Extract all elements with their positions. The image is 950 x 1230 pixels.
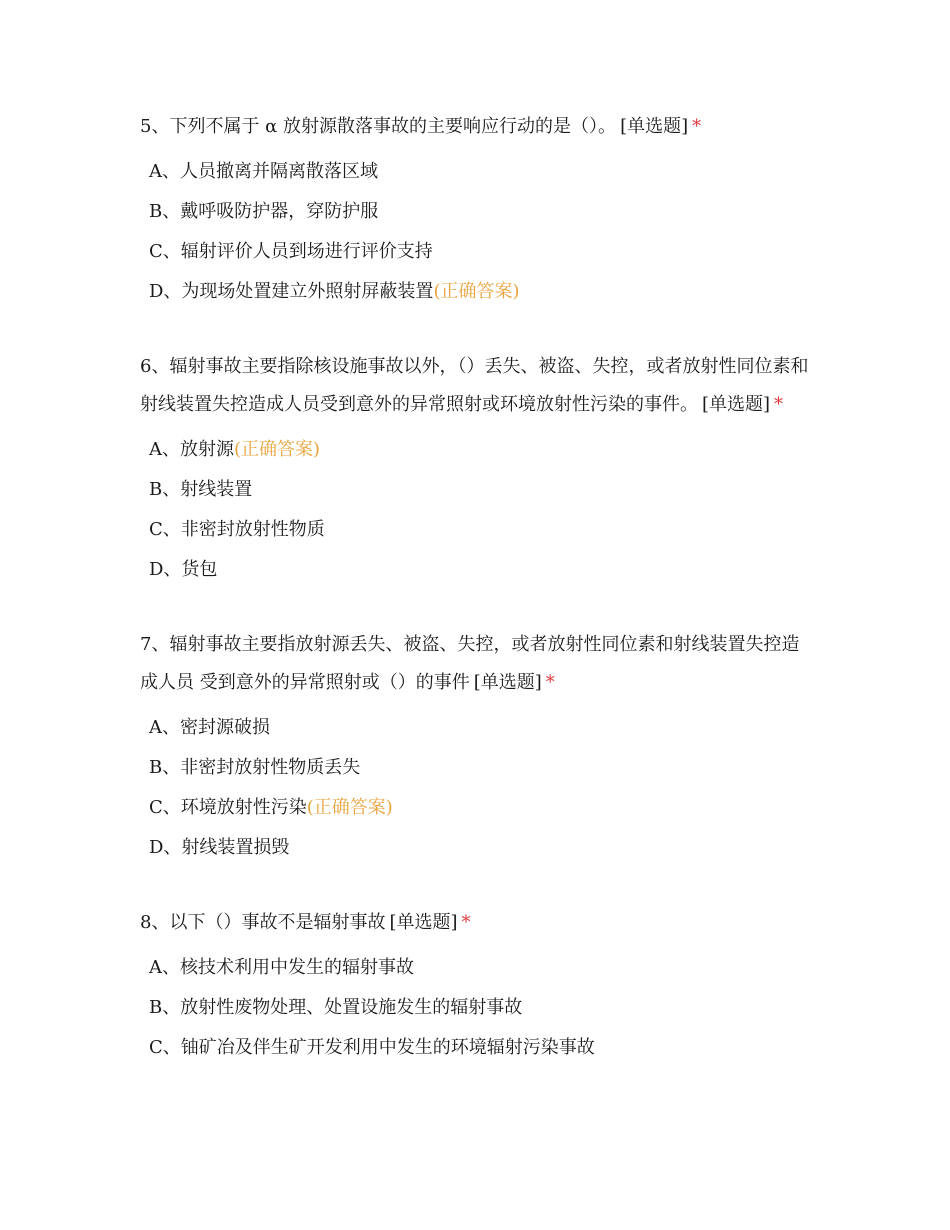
required-mark: * [774,394,784,415]
required-mark: * [461,912,471,933]
option-text: D、货包 [149,559,218,580]
question-type-tag: [单选题] [389,912,458,933]
option-text: C、非密封放射性物质 [149,519,325,540]
correct-answer-label: (正确答案) [234,439,321,460]
option-text: B、射线装置 [149,479,253,500]
option-a [140,430,812,470]
option-text: B、非密封放射性物质丢失 [149,757,361,778]
question-type-tag: [单选题] [620,116,689,137]
required-mark: * [692,116,702,137]
option-text: D、射线装置损毁 [149,837,290,858]
option-c [140,510,812,550]
option-text: A、密封源破损 [149,717,270,738]
option-d [140,272,812,312]
option-b [140,470,812,510]
option-b [140,192,812,232]
question-text: 7、辐射事故主要指放射源丢失、被盗、失控，或者放射性同位素和射线装置失控造成人员 受到意外的异常照射或（）的事件 [140,634,800,693]
question-text: 5、下列不属于 α 放射源散落事故的主要响应行动的是（）。 [140,116,617,137]
option-a [140,948,812,988]
question-7 [140,626,812,868]
question-type-tag: [单选题] [702,394,771,415]
option-a [140,152,812,192]
question-text: 6、辐射事故主要指除核设施事故以外，（）丢失、被盗、失控，或者放射性同位素和 射线装置失控造成人员受到意外的异常照射或环境放射性污染的事件。 [140,356,809,415]
question-title [140,626,812,702]
question-6 [140,348,812,590]
option-c [140,788,812,828]
option-b [140,988,812,1028]
question-8 [140,904,812,1068]
option-d [140,550,812,590]
option-text: D、为现场处置建立外照射屏蔽装置 [149,281,434,302]
option-text: A、核技术利用中发生的辐射事故 [149,957,414,978]
option-text: C、铀矿冶及伴生矿开发利用中发生的环境辐射污染事故 [149,1037,595,1058]
option-text: C、环境放射性污染 [149,797,307,818]
option-text: A、人员撤离并隔离散落区域 [149,161,378,182]
option-a [140,708,812,748]
option-c [140,1028,812,1068]
option-text: A、放射源 [149,439,234,460]
option-d [140,828,812,868]
required-mark: * [545,672,555,693]
question-title [140,108,812,146]
option-text: B、放射性废物处理、处置设施发生的辐射事故 [149,997,523,1018]
question-type-tag: [单选题] [473,672,542,693]
option-text: B、戴呼吸防护器，穿防护服 [149,201,379,222]
option-text: C、辐射评价人员到场进行评价支持 [149,241,433,262]
option-c [140,232,812,272]
option-b [140,748,812,788]
correct-answer-label: (正确答案) [433,281,520,302]
question-text: 8、以下（）事故不是辐射事故 [140,912,386,933]
question-5 [140,108,812,312]
question-title [140,348,812,424]
question-title [140,904,812,942]
survey-page [140,108,812,1104]
correct-answer-label: (正确答案) [306,797,393,818]
